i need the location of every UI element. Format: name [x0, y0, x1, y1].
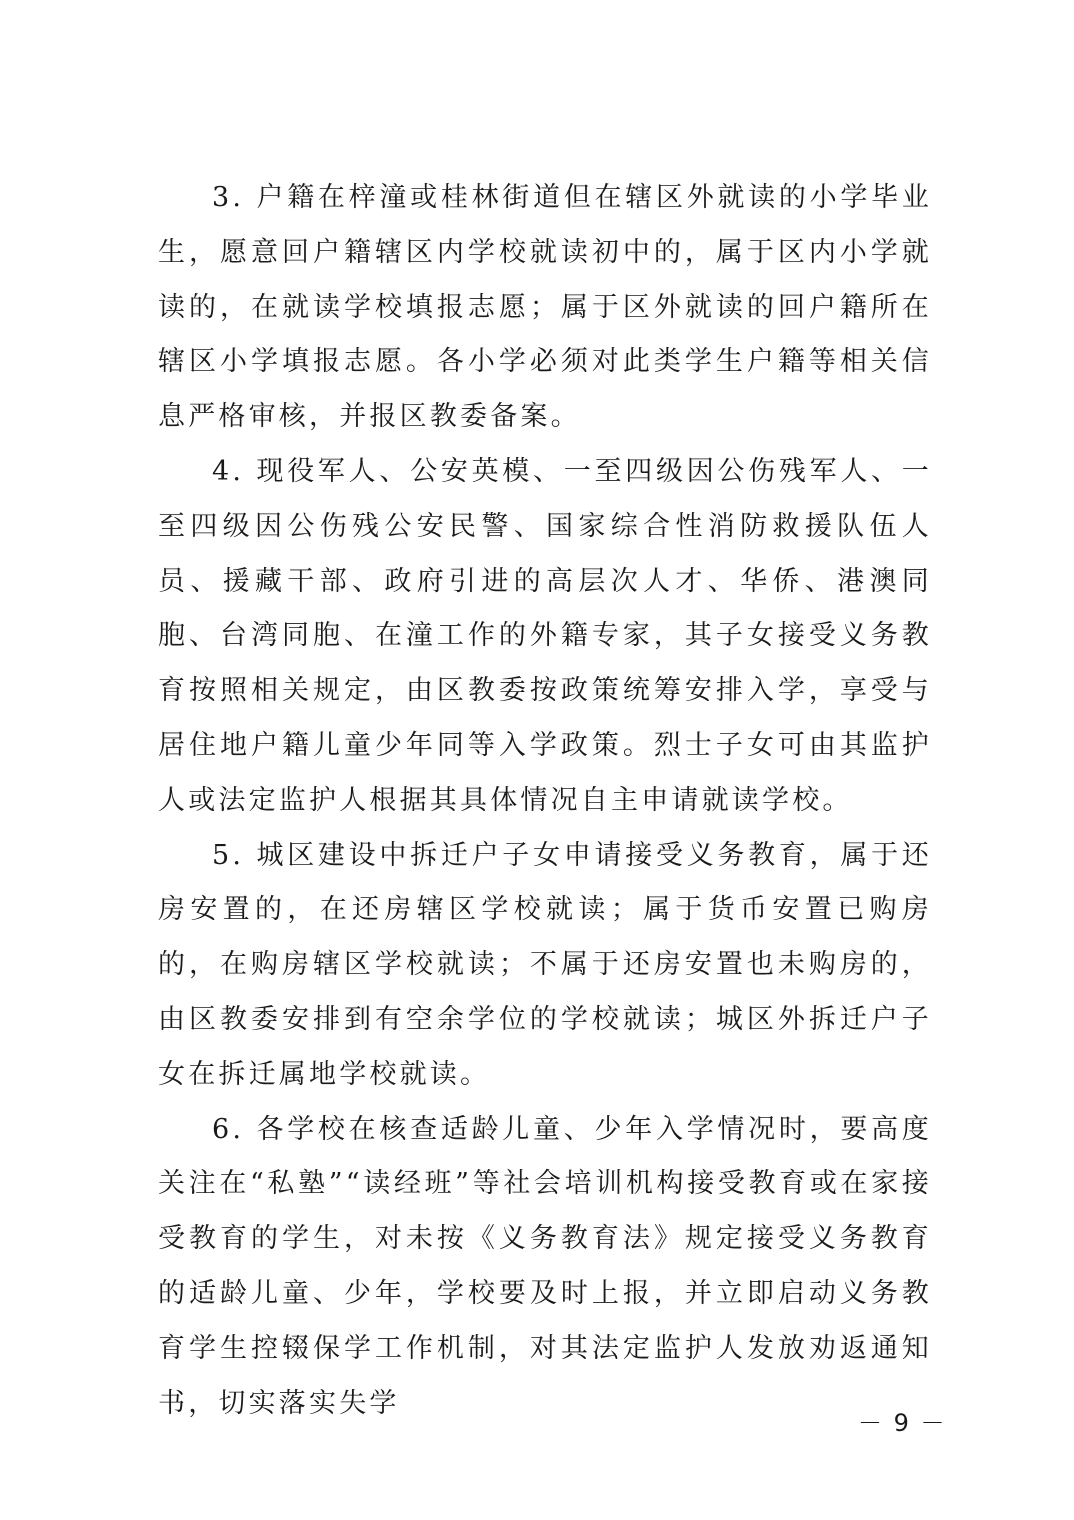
page-number: － 9 － [858, 1409, 947, 1437]
paragraph-item-3: 3. 户籍在梓潼或桂林街道但在辖区外就读的小学毕业生，愿意回户籍辖区内学校就读初中的，属于区内小学就读的，在就读学校填报志愿；属于区外就读的回户籍所在辖区小学填报志愿。各小学必须对此类学生户籍等相关信息严格审核，并报区教委备案。 [158, 182, 932, 433]
paragraph-item-4: 4. 现役军人、公安英模、一至四级因公伤残军人、一至四级因公伤残公安民警、国家综合性消防救援队伍人员、援藏干部、政府引进的高层次人才、华侨、港澳同胞、台湾同胞、在潼工作的外籍专家，其子女接受义务教育按照相关规定，由区教委按政策统筹安排入学，享受与居住地户籍儿童少年同等入学政策。烈士子女可由其监护人或法定监护人根据其具体情况自主申请就读学校。 [158, 455, 932, 816]
paragraph-item-6: 6. 各学校在核查适龄儿童、少年入学情况时，要高度关注在“私塾”“读经班”等社会培训机构接受教育或在家接受教育的学生，对未按《义务教育法》规定接受义务教育的适龄儿童、少年，学校要及时上报，并立即启动义务教育学生控辍保学工作机制，对其法定监护人发放劝返通知书，切实落实失学 [158, 1113, 932, 1419]
document-body [158, 171, 932, 1431]
paragraph-item-5: 5. 城区建设中拆迁户子女申请接受义务教育，属于还房安置的，在还房辖区学校就读；属于货币安置已购房的，在购房辖区学校就读；不属于还房安置也未购房的，由区教委安排到有空余学位的学校就读；城区外拆迁户子女在拆迁属地学校就读。 [158, 839, 932, 1090]
